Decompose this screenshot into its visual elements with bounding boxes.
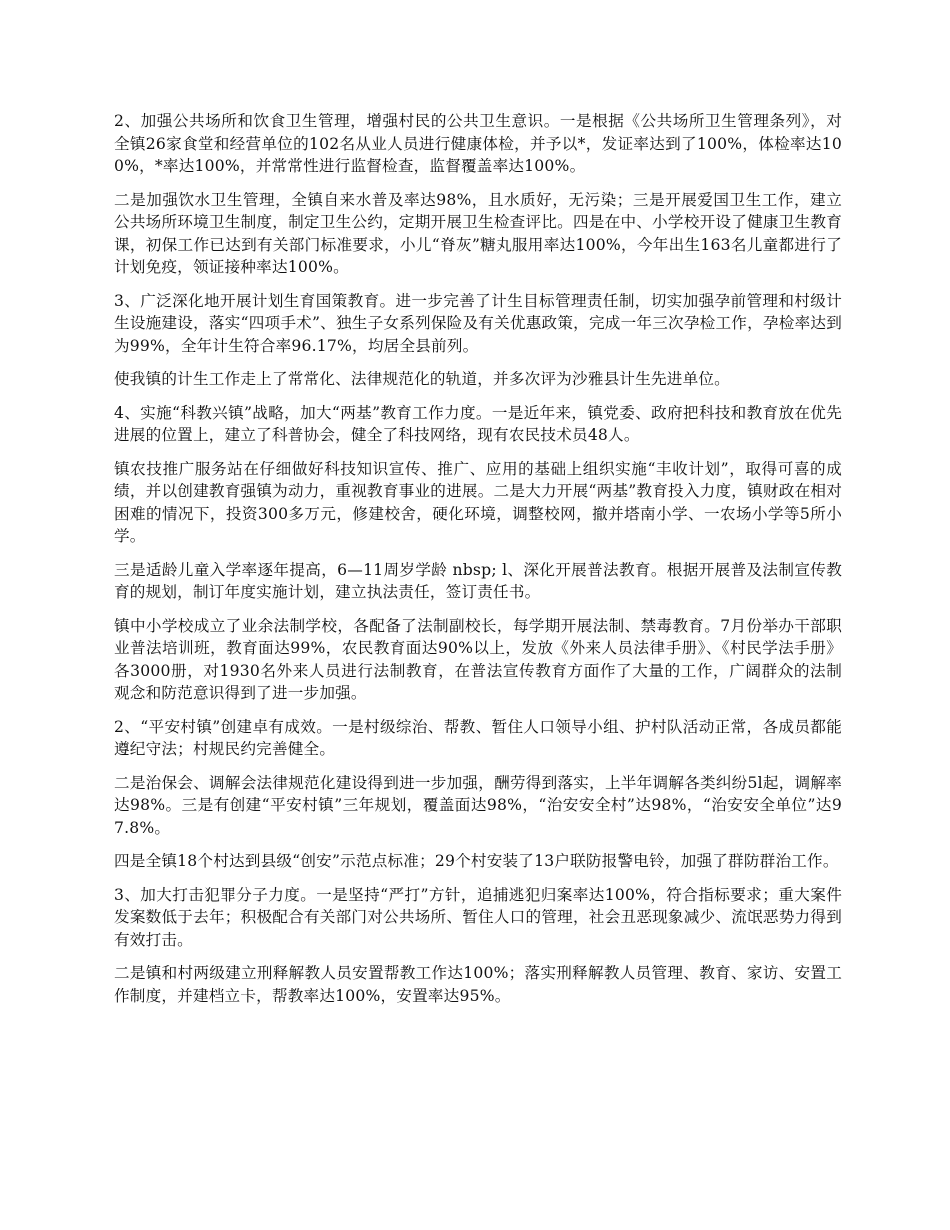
paragraph-12: 3、加大打击犯罪分子力度。一是坚持“严打”方针，追捕逃犯归案率达100%，符合指标要求；重大案件发案数低于去年；积极配合有关部门对公共场所、暂住人口的管理，社会丑恶现象减少、流氓恶势力得到有效打击。 [114,885,842,949]
paragraph-8: 镇中小学校成立了业余法制学校，各配备了法制副校长，每学期开展法制、禁毒教育。7月份举办干部职业普法培训班，教育面达99%，农民教育面达90%以上，发放《外来人员法律手册》、《村民学法手册》各3000册，对1930名外来人员进行法制教育，在普法宣传教育方面作了大量的工作，广阔群众的法制观念和防范意识得到了进一步加强。 [114,616,842,702]
paragraph-2: 二是加强饮水卫生管理，全镇自来水普及率达98%，且水质好，无污染；三是开展爱国卫生工作，建立公共场所环境卫生制度，制定卫生公约，定期开展卫生检查评比。四是在中、小学校开设了健康卫生教育课，初保工作已达到有关部门标准要求，小儿“脊灰”糖丸服用率达100%，今年出生163名儿童都进行了计划免疫，领证接种率达100%。 [114,190,842,276]
paragraph-7: 三是适龄儿童入学率逐年提高，6—11周岁学龄 nbsp; l、深化开展普法教育。根据开展普及法制宣传教育的规划，制订年度实施计划，建立执法责任，签订责任书。 [114,560,842,601]
paragraph-6: 镇农技推广服务站在仔细做好科技知识宣传、推广、应用的基础上组织实施“丰收计划”，取得可喜的成绩，并以创建教育强镇为动力，重视教育事业的进展。二是大力开展“两基”教育投入力度，镇财政在相对困难的情况下，投资300多万元，修建校舍，硬化环境，调整校网，撤并塔南小学、一农场小学等5所小学。 [114,459,842,545]
paragraph-13: 二是镇和村两级建立刑释解教人员安置帮教工作达100%；落实刑释解教人员管理、教育、家访、安置工作制度，并建档立卡，帮教率达100%，安置率达95%。 [114,964,842,1005]
paragraph-11: 四是全镇18个村达到县级“创安”示范点标准；29个村安装了13户联防报警电铃，加强了群防群治工作。 [114,852,839,870]
paragraph-4: 使我镇的计生工作走上了常常化、法律规范化的轨道，并多次评为沙雅县计生先进单位。 [114,370,730,388]
paragraph-5: 4、实施“科教兴镇”战略，加大“两基”教育工作力度。一是近年来，镇党委、政府把科技和教育放在优先进展的位置上，建立了科普协会，健全了科技网络，现有农民技术员48人。 [114,403,842,444]
paragraph-1: 2、加强公共场所和饮食卫生管理，增强村民的公共卫生意识。一是根据《公共场所卫生管理条列》，对全镇26家食堂和经营单位的102名从业人员进行健康体检，并予以*，发证率达到了100%，体检率达100%，*率达100%，并常常性进行监督检查，监督覆盖率达100%。 [114,112,842,175]
paragraph-9: 2、“平安村镇”创建卓有成效。一是村级综治、帮教、暂住人口领导小组、护村队活动正常，各成员都能遵纪守法；村规民约完善健全。 [114,717,842,758]
paragraph-3: 3、广泛深化地开展计划生育国策教育。进一步完善了计生目标管理责任制，切实加强孕前管理和村级计生设施建设，落实“四项手术”、独生子女系列保险及有关优惠政策，完成一年三次孕检工作，孕检率达到为99%，全年计生符合率96.17%，均居全县前列。 [114,291,842,355]
paragraph-10: 二是治保会、调解会法律规范化建设得到进一步加强，酬劳得到落实，上半年调解各类纠纷5l起，调解率达98%。三是有创建“平安村镇”三年规划，覆盖面达98%，“治安安全村”达98%，“治安安全单位”达97.8%。 [114,773,842,837]
document-body [114,110,842,1018]
